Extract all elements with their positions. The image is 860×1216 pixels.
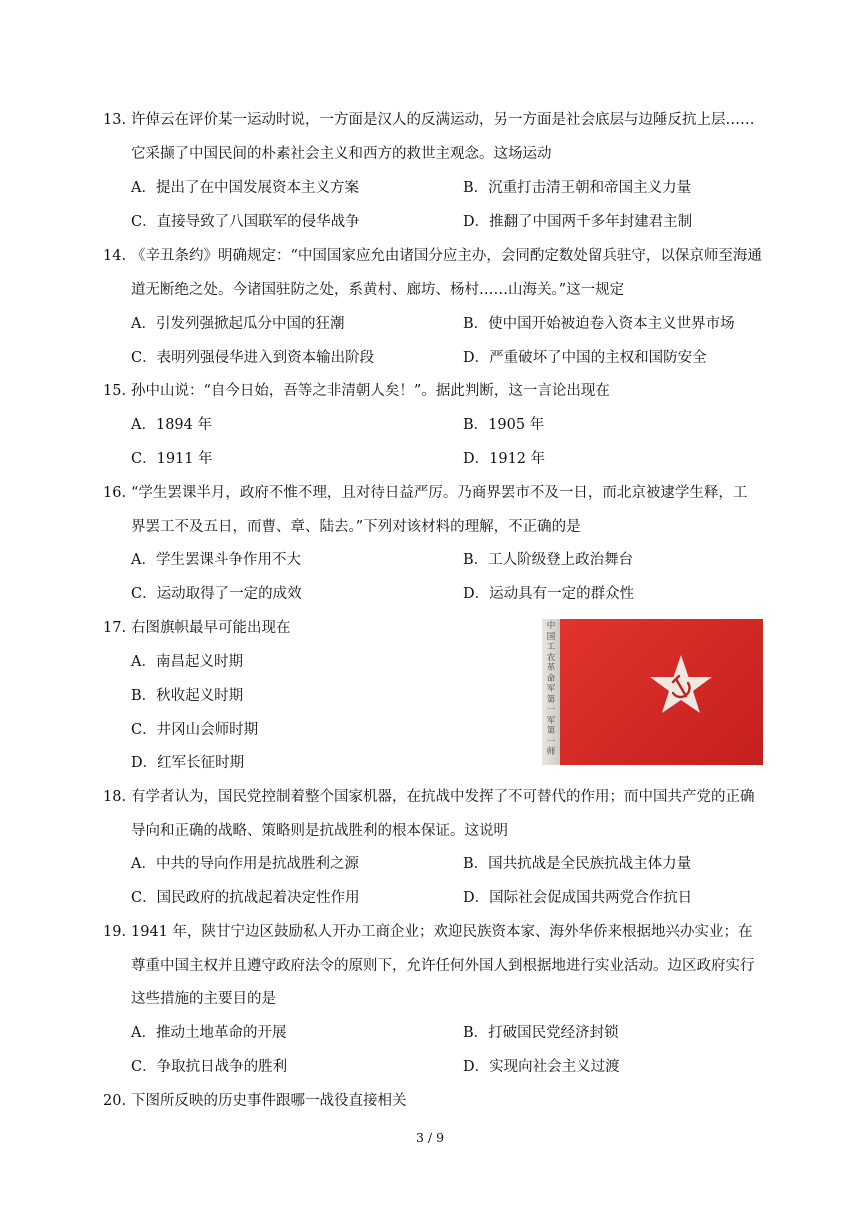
question-16-text-line-2: 界罢工不及五日，而曹、章、陆去。”下列对该材料的理解，不正确的是 <box>131 519 581 535</box>
question-17-option-d[interactable]: D．红军长征时期 <box>131 755 245 771</box>
question-18-option-d[interactable]: D．国际社会促成国共两党合作抗日 <box>463 890 693 906</box>
question-13-text-line-1: 许倬云在评价某一运动时说，一方面是汉人的反满运动，另一方面是社会底层与边陲反抗上层…… <box>131 112 755 128</box>
question-16-option-a[interactable]: A．学生罢课斗争作用不大 <box>131 552 301 568</box>
question-19-option-a[interactable]: A．推动土地革命的开展 <box>131 1025 287 1041</box>
question-13-text-line-2: 它采撷了中国民间的朴素社会主义和西方的救世主观念。这场运动 <box>131 146 552 162</box>
question-15-number: 15. <box>103 383 127 399</box>
question-16-option-c[interactable]: C．运动取得了一定的成效 <box>131 586 302 602</box>
question-18-option-a[interactable]: A．中共的导向作用是抗战胜利之源 <box>131 856 359 872</box>
question-19-option-c[interactable]: C．争取抗日战争的胜利 <box>131 1059 288 1075</box>
question-17-option-b[interactable]: B．秋收起义时期 <box>131 688 244 704</box>
question-18-number: 18. <box>103 789 127 805</box>
question-17-option-a[interactable]: A．南昌起义时期 <box>131 654 243 670</box>
question-13-number: 13. <box>103 112 127 128</box>
question-14-option-a[interactable]: A．引发列强掀起瓜分中国的狂潮 <box>131 316 345 332</box>
question-19-text-line-2: 尊重中国主权并且遵守政府法令的原则下，允许任何外国人到根据地进行实业活动。边区政府实行 <box>131 958 755 974</box>
question-16-option-b[interactable]: B．工人阶级登上政治舞台 <box>463 552 634 568</box>
question-13-option-b[interactable]: B．沉重打击清王朝和帝国主义力量 <box>463 180 692 196</box>
page-number: 3 / 9 <box>415 1130 445 1145</box>
question-15-option-a[interactable]: A．1894 年 <box>131 417 212 433</box>
question-20-text-line-1: 下图所反映的历史事件跟哪一战役直接相关 <box>131 1093 407 1109</box>
question-19-option-d[interactable]: D．实现向社会主义过渡 <box>463 1059 620 1075</box>
red-army-flag-image <box>542 619 763 765</box>
question-18-option-c[interactable]: C．国民政府的抗战起着决定性作用 <box>131 890 360 906</box>
question-13-option-a[interactable]: A．提出了在中国发展资本主义方案 <box>131 180 359 196</box>
flag-side-inscription: 中 国 工 农 革 命 军 第 一 军 第 一 师 <box>542 619 560 765</box>
question-17-text-line-1: 右图旗帜最早可能出现在 <box>131 620 291 636</box>
question-14-option-c[interactable]: C．表明列强侵华进入到资本输出阶段 <box>131 350 375 366</box>
question-17-option-c[interactable]: C．井冈山会师时期 <box>131 722 259 738</box>
question-14-option-b[interactable]: B．使中国开始被迫卷入资本主义世界市场 <box>463 316 735 332</box>
question-19-option-b[interactable]: B．打破国民党经济封锁 <box>463 1025 619 1041</box>
question-15-option-d[interactable]: D．1912 年 <box>463 451 546 467</box>
question-13-option-d[interactable]: D．推翻了中国两千多年封建君主制 <box>463 214 693 230</box>
star-hammer-sickle-emblem <box>542 619 763 765</box>
question-14-text-line-2: 道无断绝之处。今诸国驻防之处，系黄村、廊坊、杨村……山海关。”这一规定 <box>131 282 625 298</box>
question-13-option-c[interactable]: C．直接导致了八国联军的侵华战争 <box>131 214 360 230</box>
question-14-text-line-1: 《辛丑条约》明确规定：“中国国家应允由诸国分应主办，会同酌定数处留兵驻守，以保京师至海通 <box>131 248 762 264</box>
question-19-text-line-1: 1941 年，陕甘宁边区鼓励私人开办工商企业；欢迎民族资本家、海外华侨来根据地兴办实业；在 <box>131 924 753 940</box>
question-19-text-line-3: 这些措施的主要目的是 <box>131 991 276 1007</box>
question-18-text-line-2: 导向和正确的战略、策略则是抗战胜利的根本保证。这说明 <box>131 823 508 839</box>
question-14-option-d[interactable]: D．严重破坏了中国的主权和国防安全 <box>463 350 707 366</box>
question-16-text-line-1: “学生罢课半月，政府不惟不理，且对待日益严厉。乃商界罢市不及一日，而北京被逮学生释，工 <box>131 485 748 501</box>
question-15-option-c[interactable]: C．1911 年 <box>131 451 213 467</box>
question-19-number: 19. <box>103 924 127 940</box>
question-18-option-b[interactable]: B．国共抗战是全民族抗战主体力量 <box>463 856 692 872</box>
question-16-number: 16. <box>103 485 127 501</box>
question-15-option-b[interactable]: B．1905 年 <box>463 417 545 433</box>
question-16-option-d[interactable]: D．运动具有一定的群众性 <box>463 586 635 602</box>
question-17-number: 17. <box>103 620 127 636</box>
question-15-text-line-1: 孙中山说：“自今日始，吾等之非清朝人矣！”。据此判断，这一言论出现在 <box>131 383 610 399</box>
question-14-number: 14. <box>103 248 127 264</box>
question-20-number: 20. <box>103 1093 127 1109</box>
question-18-text-line-1: 有学者认为，国民党控制着整个国家机器，在抗战中发挥了不可替代的作用；而中国共产党的正确 <box>131 789 755 805</box>
